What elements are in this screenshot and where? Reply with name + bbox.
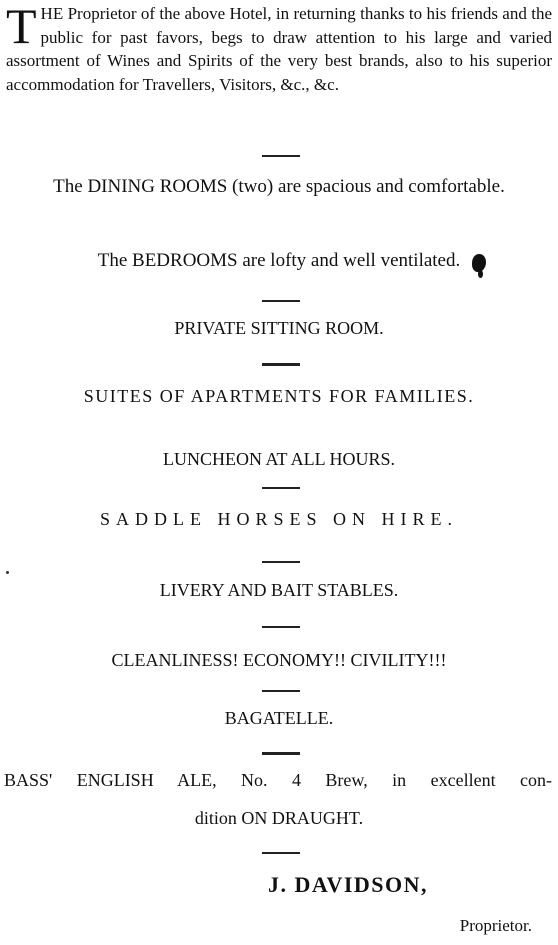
bass-ale-line-2: dition ON DRAUGHT.	[194, 808, 364, 828]
divider-6	[262, 626, 300, 628]
luncheon-line: LUNCHEON AT ALL HOURS.	[162, 449, 395, 469]
proprietor-title: Proprietor.	[459, 916, 532, 935]
ink-blot-drip	[478, 270, 483, 278]
livery-stables-line: LIVERY AND BAIT STABLES.	[159, 580, 399, 600]
bedrooms-line: The BEDROOMS are lofty and well ventilated.	[97, 250, 461, 271]
saddle-horses-line: SADDLE HORSES ON HIRE.	[99, 509, 458, 529]
drop-cap: T	[6, 0, 37, 54]
divider-2	[262, 300, 300, 302]
private-sitting-room-line: PRIVATE SITTING ROOM.	[174, 318, 384, 338]
cleanliness-line: CLEANLINESS! ECONOMY!! CIVILITY!!!	[111, 650, 447, 670]
divider-7	[262, 690, 300, 692]
divider-4	[262, 487, 300, 489]
bass-ale-line-1: BASS' ENGLISH ALE, No. 4 Brew, in excellent con-	[4, 770, 552, 790]
dining-rooms-line: The DINING ROOMS (two) are spacious and comfortable.	[53, 176, 505, 197]
proprietor-name: J. DAVIDSON,	[268, 872, 429, 897]
intro-text: HE Proprietor of the above Hotel, in returning thanks to his friends and the public for past favors, begs to draw attention to his large and varied assortment of Wines and Spirits of the very best brands, also to his superior accommodation for Travellers, Visitors, &c., &c.	[6, 4, 552, 94]
divider-8	[262, 752, 300, 755]
intro-paragraph	[6, 2, 552, 96]
divider-9	[262, 852, 300, 854]
divider-5	[262, 561, 300, 563]
divider-3	[262, 363, 300, 366]
suites-line: SUITES OF APARTMENTS FOR FAMILIES.	[83, 386, 475, 406]
divider-1	[262, 155, 300, 157]
stray-mark	[6, 571, 9, 574]
bagatelle-line: BAGATELLE.	[224, 708, 334, 728]
